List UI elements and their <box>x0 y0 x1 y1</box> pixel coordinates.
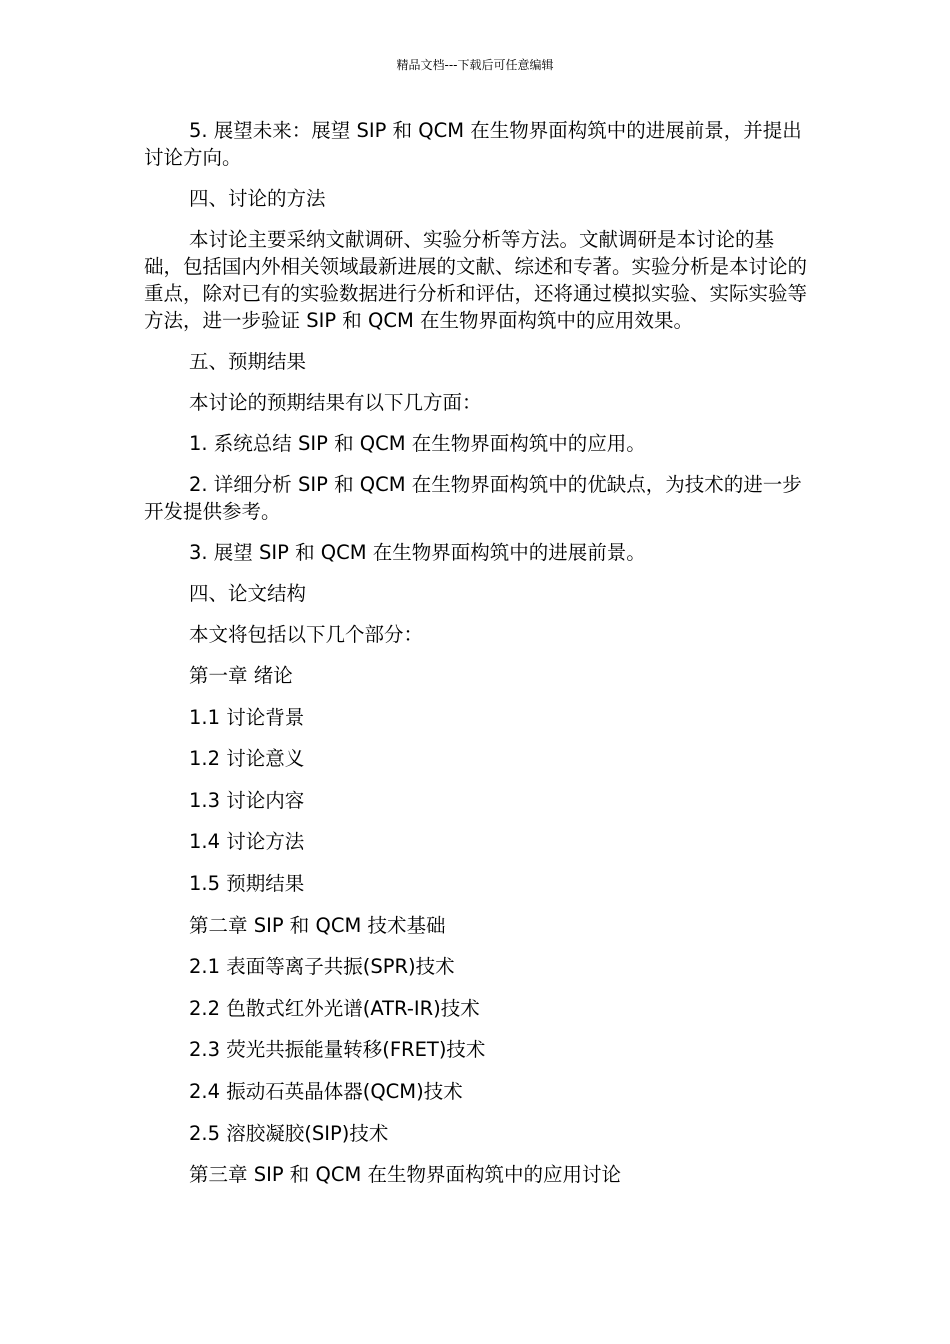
result-item-1: 1. 系统总结 SIP 和 QCM 在生物界面构筑中的应用。 <box>189 432 646 455</box>
outline-item: 第二章 SIP 和 QCM 技术基础 <box>189 913 446 937</box>
outline-item: 第一章 绪论 <box>189 664 293 687</box>
outline-item: 2.5 溶胶凝胶(SIP)技术 <box>189 1121 389 1145</box>
paragraph-outlook: 5. 展望未来：展望 SIP 和 QCM 在生物界面构筑中的进展前景，并提出讨论方向。 <box>144 119 802 169</box>
document-body <box>144 117 808 1203</box>
heading-expected-results: 五、预期结果 <box>189 350 307 373</box>
heading-methods: 四、讨论的方法 <box>189 187 326 210</box>
heading-thesis-structure: 四、论文结构 <box>189 582 307 605</box>
outline-item: 2.1 表面等离子共振(SPR)技术 <box>189 955 455 979</box>
result-item-3: 3. 展望 SIP 和 QCM 在生物界面构筑中的进展前景。 <box>189 541 646 564</box>
result-item-2: 2. 详细分析 SIP 和 QCM 在生物界面构筑中的优缺点，为技术的进一步开发提供参考。 <box>144 473 802 523</box>
outline-item: 1.4 讨论方法 <box>189 830 305 854</box>
paragraph-methods: 本讨论主要采纳文献调研、实验分析等方法。文献调研是本讨论的基础，包括国内外相关领域最新进展的文献、综述和专著。实验分析是本讨论的重点，除对已有的实验数据进行分析和评估，还将通过模拟实验、实际实验等方法，进一步验证 SIP 和 QCM 在生物界面构筑中的应用效果。 <box>144 228 808 332</box>
results-intro: 本讨论的预期结果有以下几方面： <box>189 391 482 414</box>
outline-item: 1.3 讨论内容 <box>189 788 305 812</box>
outline-item: 1.5 预期结果 <box>189 871 305 895</box>
outline-item: 1.1 讨论背景 <box>189 705 305 729</box>
outline-item: 2.3 荧光共振能量转移(FRET)技术 <box>189 1038 486 1062</box>
structure-intro: 本文将包括以下几个部分： <box>189 623 424 646</box>
outline-item: 2.4 振动石英晶体器(QCM)技术 <box>189 1079 463 1103</box>
page-header: 精品文档---下载后可任意编辑 <box>396 58 554 72</box>
outline-item: 2.2 色散式红外光谱(ATR-IR)技术 <box>189 996 480 1020</box>
outline-item: 1.2 讨论意义 <box>189 747 305 771</box>
outline-item: 第三章 SIP 和 QCM 在生物界面构筑中的应用讨论 <box>189 1163 621 1187</box>
